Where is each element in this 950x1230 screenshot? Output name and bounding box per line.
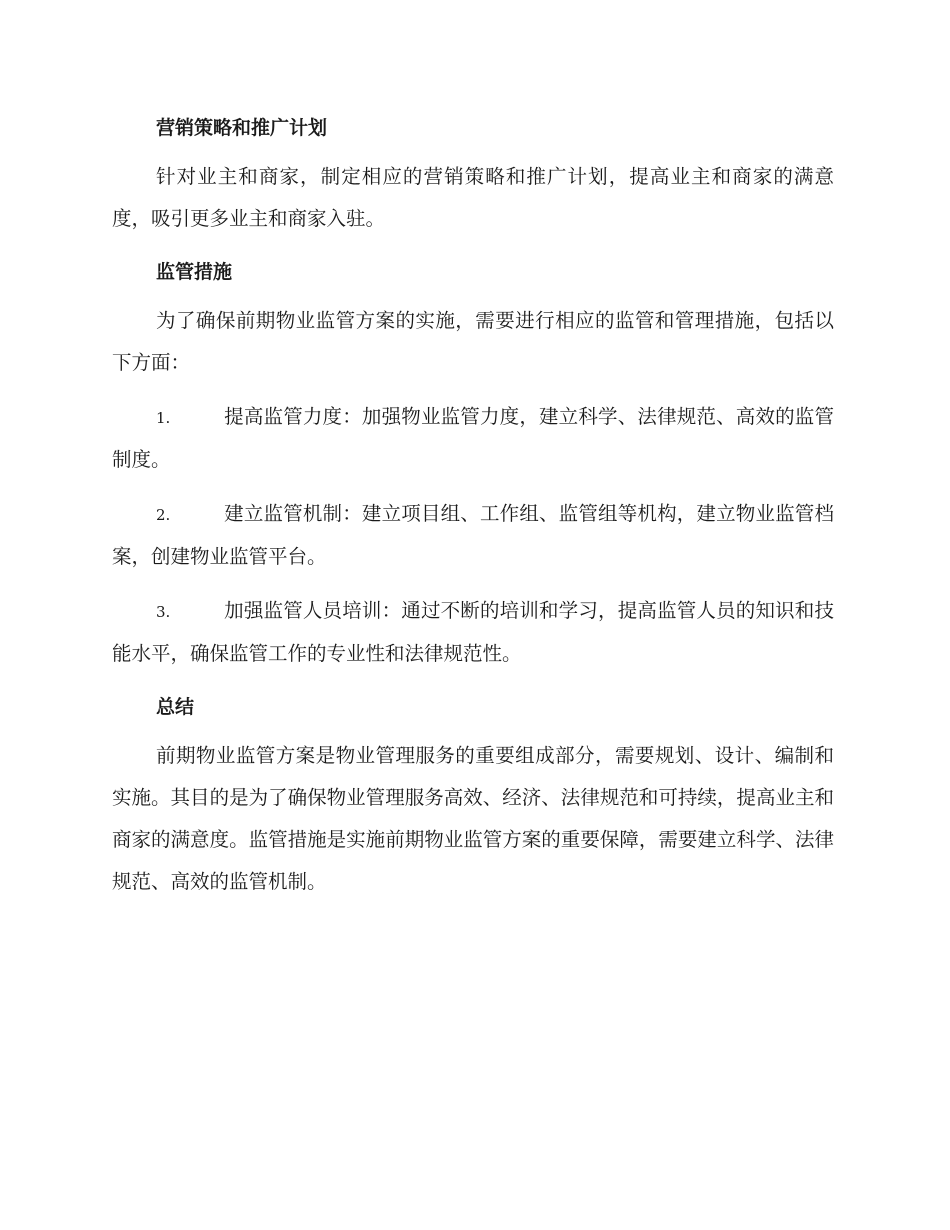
section-paragraph-supervision: 为了确保前期物业监管方案的实施，需要进行相应的监管和管理措施，包括以下方面： bbox=[112, 309, 834, 374]
document-page bbox=[112, 108, 834, 915]
list-text: 加强监管人员培训：通过不断的培训和学习，提高监管人员的知识和技能水平，确保监管工作的专业性和法律规范性。 bbox=[112, 599, 834, 665]
list-text: 建立监管机制：建立项目组、工作组、监管组等机构，建立物业监管档案，创建物业监管平台。 bbox=[112, 502, 834, 568]
list-number: 2. bbox=[156, 506, 171, 524]
section-paragraph-summary: 前期物业监管方案是物业管理服务的重要组成部分，需要规划、设计、编制和实施。其目的是为了确保物业管理服务高效、经济、法律规范和可持续，提高业主和商家的满意度。监管措施是实施前期物业监管方案的重要保障，需要建立科学、法律规范、高效的监管机制。 bbox=[112, 744, 834, 893]
list-text: 提高监管力度：加强物业监管力度，建立科学、法律规范、高效的监管制度。 bbox=[112, 405, 834, 471]
list-item bbox=[112, 590, 834, 675]
section-heading-marketing: 营销策略和推广计划 bbox=[156, 117, 328, 139]
list-item bbox=[112, 396, 834, 481]
list-number: 3. bbox=[156, 603, 171, 621]
section-paragraph-marketing: 针对业主和商家，制定相应的营销策略和推广计划，提高业主和商家的满意度，吸引更多业主和商家入驻。 bbox=[112, 165, 834, 230]
list-item bbox=[112, 493, 834, 578]
section-heading-supervision: 监管措施 bbox=[156, 261, 233, 283]
section-heading-summary: 总结 bbox=[156, 696, 195, 718]
list-number: 1. bbox=[156, 409, 171, 427]
